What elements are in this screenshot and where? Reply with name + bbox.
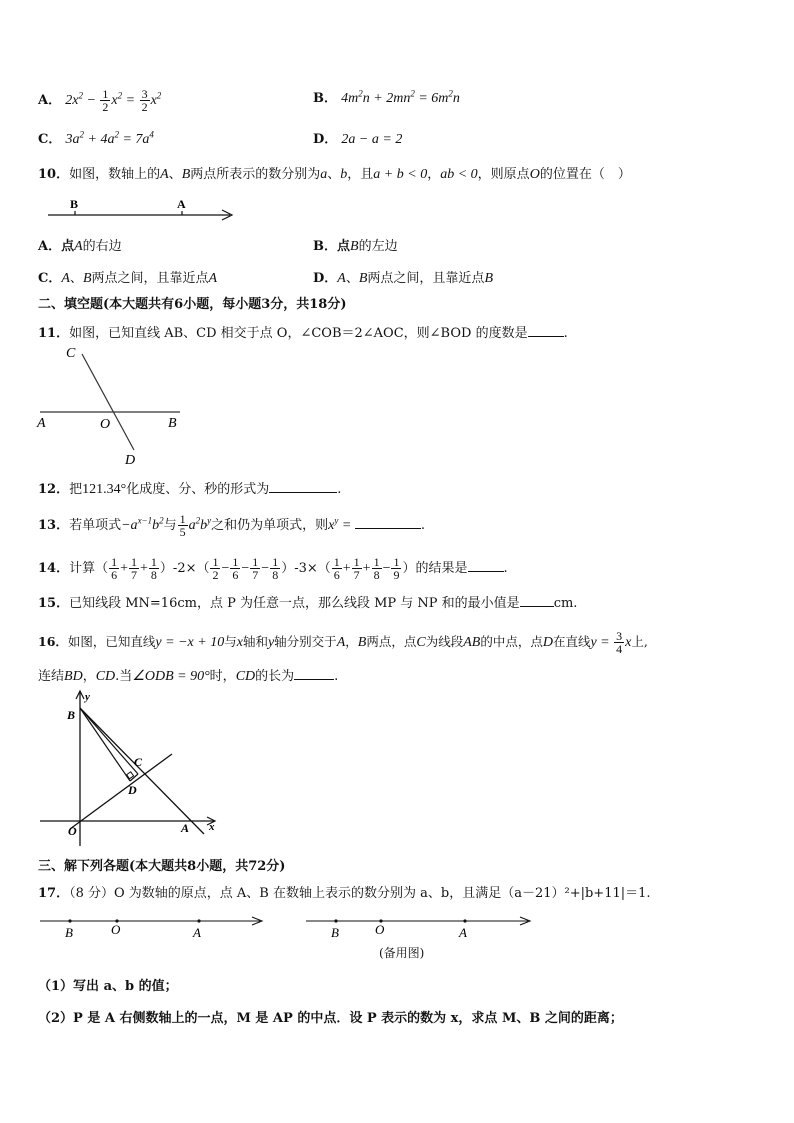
answer-blank <box>355 515 421 529</box>
section-heading: 二、填空题(本大题共有6小题，每小题3分，共18分) <box>38 297 347 312</box>
point-a-label: A <box>193 925 201 940</box>
angle-value: 121.34° <box>82 482 127 497</box>
point-b-label: B <box>67 708 76 722</box>
point-c-label: C <box>134 755 143 769</box>
point-o-label: O <box>100 417 111 432</box>
q9-option-a: A． $2x^2$ − $\frac{1}{2}$ $x^2$ = $\frac{3}{2}$ $x^2$ <box>38 87 162 114</box>
point-a-label: A <box>177 197 186 211</box>
fraction: $\frac{1}{5}$ <box>179 512 186 539</box>
q16-stem-line2: 连结BD，CD.当∠ODB = 90°时，CD的长为 . <box>38 666 338 686</box>
option-label: A． <box>38 93 62 108</box>
fraction: $\frac{3}{2}$ <box>141 87 148 114</box>
q10-option-a: A．点A的右边 <box>38 239 122 254</box>
math-expression: $2x^2$ − <box>65 90 100 108</box>
math-expression: 2a − a = 2 <box>341 132 403 147</box>
q13-stem: 13．若单项式$-a^{x-1}b^2$与 $\frac{1}{5}$ $a^2b^y$之和仍为单项式，则$x^y$ = . <box>38 512 425 539</box>
origin-label: O <box>68 824 77 838</box>
point-b-label: B <box>70 197 79 211</box>
q10-option-c: C．A、B两点之间，且靠近点A <box>38 271 218 286</box>
q17-stem: 17．（8 分）O 为数轴的原点，点 A、B 在数轴上表示的数分别为 a、b，且满足（a－21）²+|b+11|＝1. <box>38 886 651 901</box>
point-a-label: A <box>459 925 467 940</box>
q17-backup-number-line <box>304 908 544 942</box>
q11-stem: 11．如图，已知直线 AB、CD 相交于点 O，∠COB＝2∠AOC，则∠BOD 的度数是 . <box>38 323 568 343</box>
option-label: D． <box>313 132 338 147</box>
point-b-label: B <box>331 925 339 940</box>
answer-blank <box>528 323 564 337</box>
option-label: B． <box>313 91 337 106</box>
q16-coordinate-figure <box>36 688 226 850</box>
option-label: C． <box>38 132 62 147</box>
fraction: $\frac{1}{2}$ <box>102 87 109 114</box>
point-d-label: D <box>125 453 136 468</box>
point-b-label: B <box>65 925 73 940</box>
q17-subquestion-2: （2）P 是 A 右侧数轴上的一点，M 是 AP 的中点．设 P 表示的数为 x，求点 M、B 之间的距离； <box>38 1011 623 1026</box>
q10-option-d: D．A、B两点之间，且靠近点B <box>313 271 493 286</box>
q14-stem: 14．计算（ $\frac{1}{6}$ + $\frac{1}{7}$ + $\frac{1}{8}$ ）-2×（ $\frac{1}{2}$ − $\frac{1}{6}$ − $\frac{1}{7}$ − $\frac{1}{8}$ ）-3×（ $\frac{1}{6}$ + $\frac{1}{7}$ + $\frac{1}{8}$ − $\frac{1}{9}$ ）的结果是 . <box>38 555 508 582</box>
q9-option-c <box>38 131 154 149</box>
q10-number-line <box>40 195 240 225</box>
q9-option-d <box>313 131 402 149</box>
point-b-label: B <box>168 416 177 431</box>
answer-blank <box>520 593 554 607</box>
backup-figure-caption: (备用图) <box>379 946 425 960</box>
q17-subquestion-1: （1）写出 a、b 的值； <box>38 979 178 994</box>
q16-stem-line1: 16．如图，已知直线y = −x + 10与x轴和y轴分别交于A，B两点，点C为线段AB的中点，点D在直线y = $\frac{3}{4}$ x上, <box>38 629 648 656</box>
q9-option-b <box>313 90 460 108</box>
q12-stem: 12．把121.34°化成度、分、秒的形式为 . <box>38 479 341 499</box>
q10-option-b: B．点B的左边 <box>313 239 398 254</box>
y-axis-label: y <box>85 691 90 703</box>
answer-blank <box>269 479 337 493</box>
math-expression: $4m^2n + 2mn^2 = 6m^2n$ <box>341 88 460 106</box>
point-a-label: A <box>181 821 190 835</box>
answer-blank <box>294 666 334 680</box>
q10-stem: 10．如图，数轴上的A、B两点所表示的数分别为a、b，且a + b < 0，ab < 0，则原点O的位置在（ ） <box>38 167 631 182</box>
section-heading: 三、解下列各题(本大题共8小题，共72分) <box>38 859 286 874</box>
x-axis-label: x <box>209 821 215 833</box>
point-c-label: C <box>66 346 76 361</box>
origin-label: O <box>375 922 385 937</box>
point-d-label: D <box>128 783 137 797</box>
point-a-label: A <box>37 416 46 431</box>
math-expression: $3a^2 + 4a^2 = 7a^4$ <box>65 129 154 147</box>
answer-blank <box>468 558 504 572</box>
q15-stem: 15．已知线段 MN=16cm，点 P 为任意一点，那么线段 MP 与 NP 和的最小值是 cm. <box>38 593 577 613</box>
q11-figure <box>34 340 194 470</box>
origin-label: O <box>111 922 121 937</box>
math-expression: $-a^{x-1}b^2$ <box>121 515 164 533</box>
q17-number-line <box>38 908 278 942</box>
